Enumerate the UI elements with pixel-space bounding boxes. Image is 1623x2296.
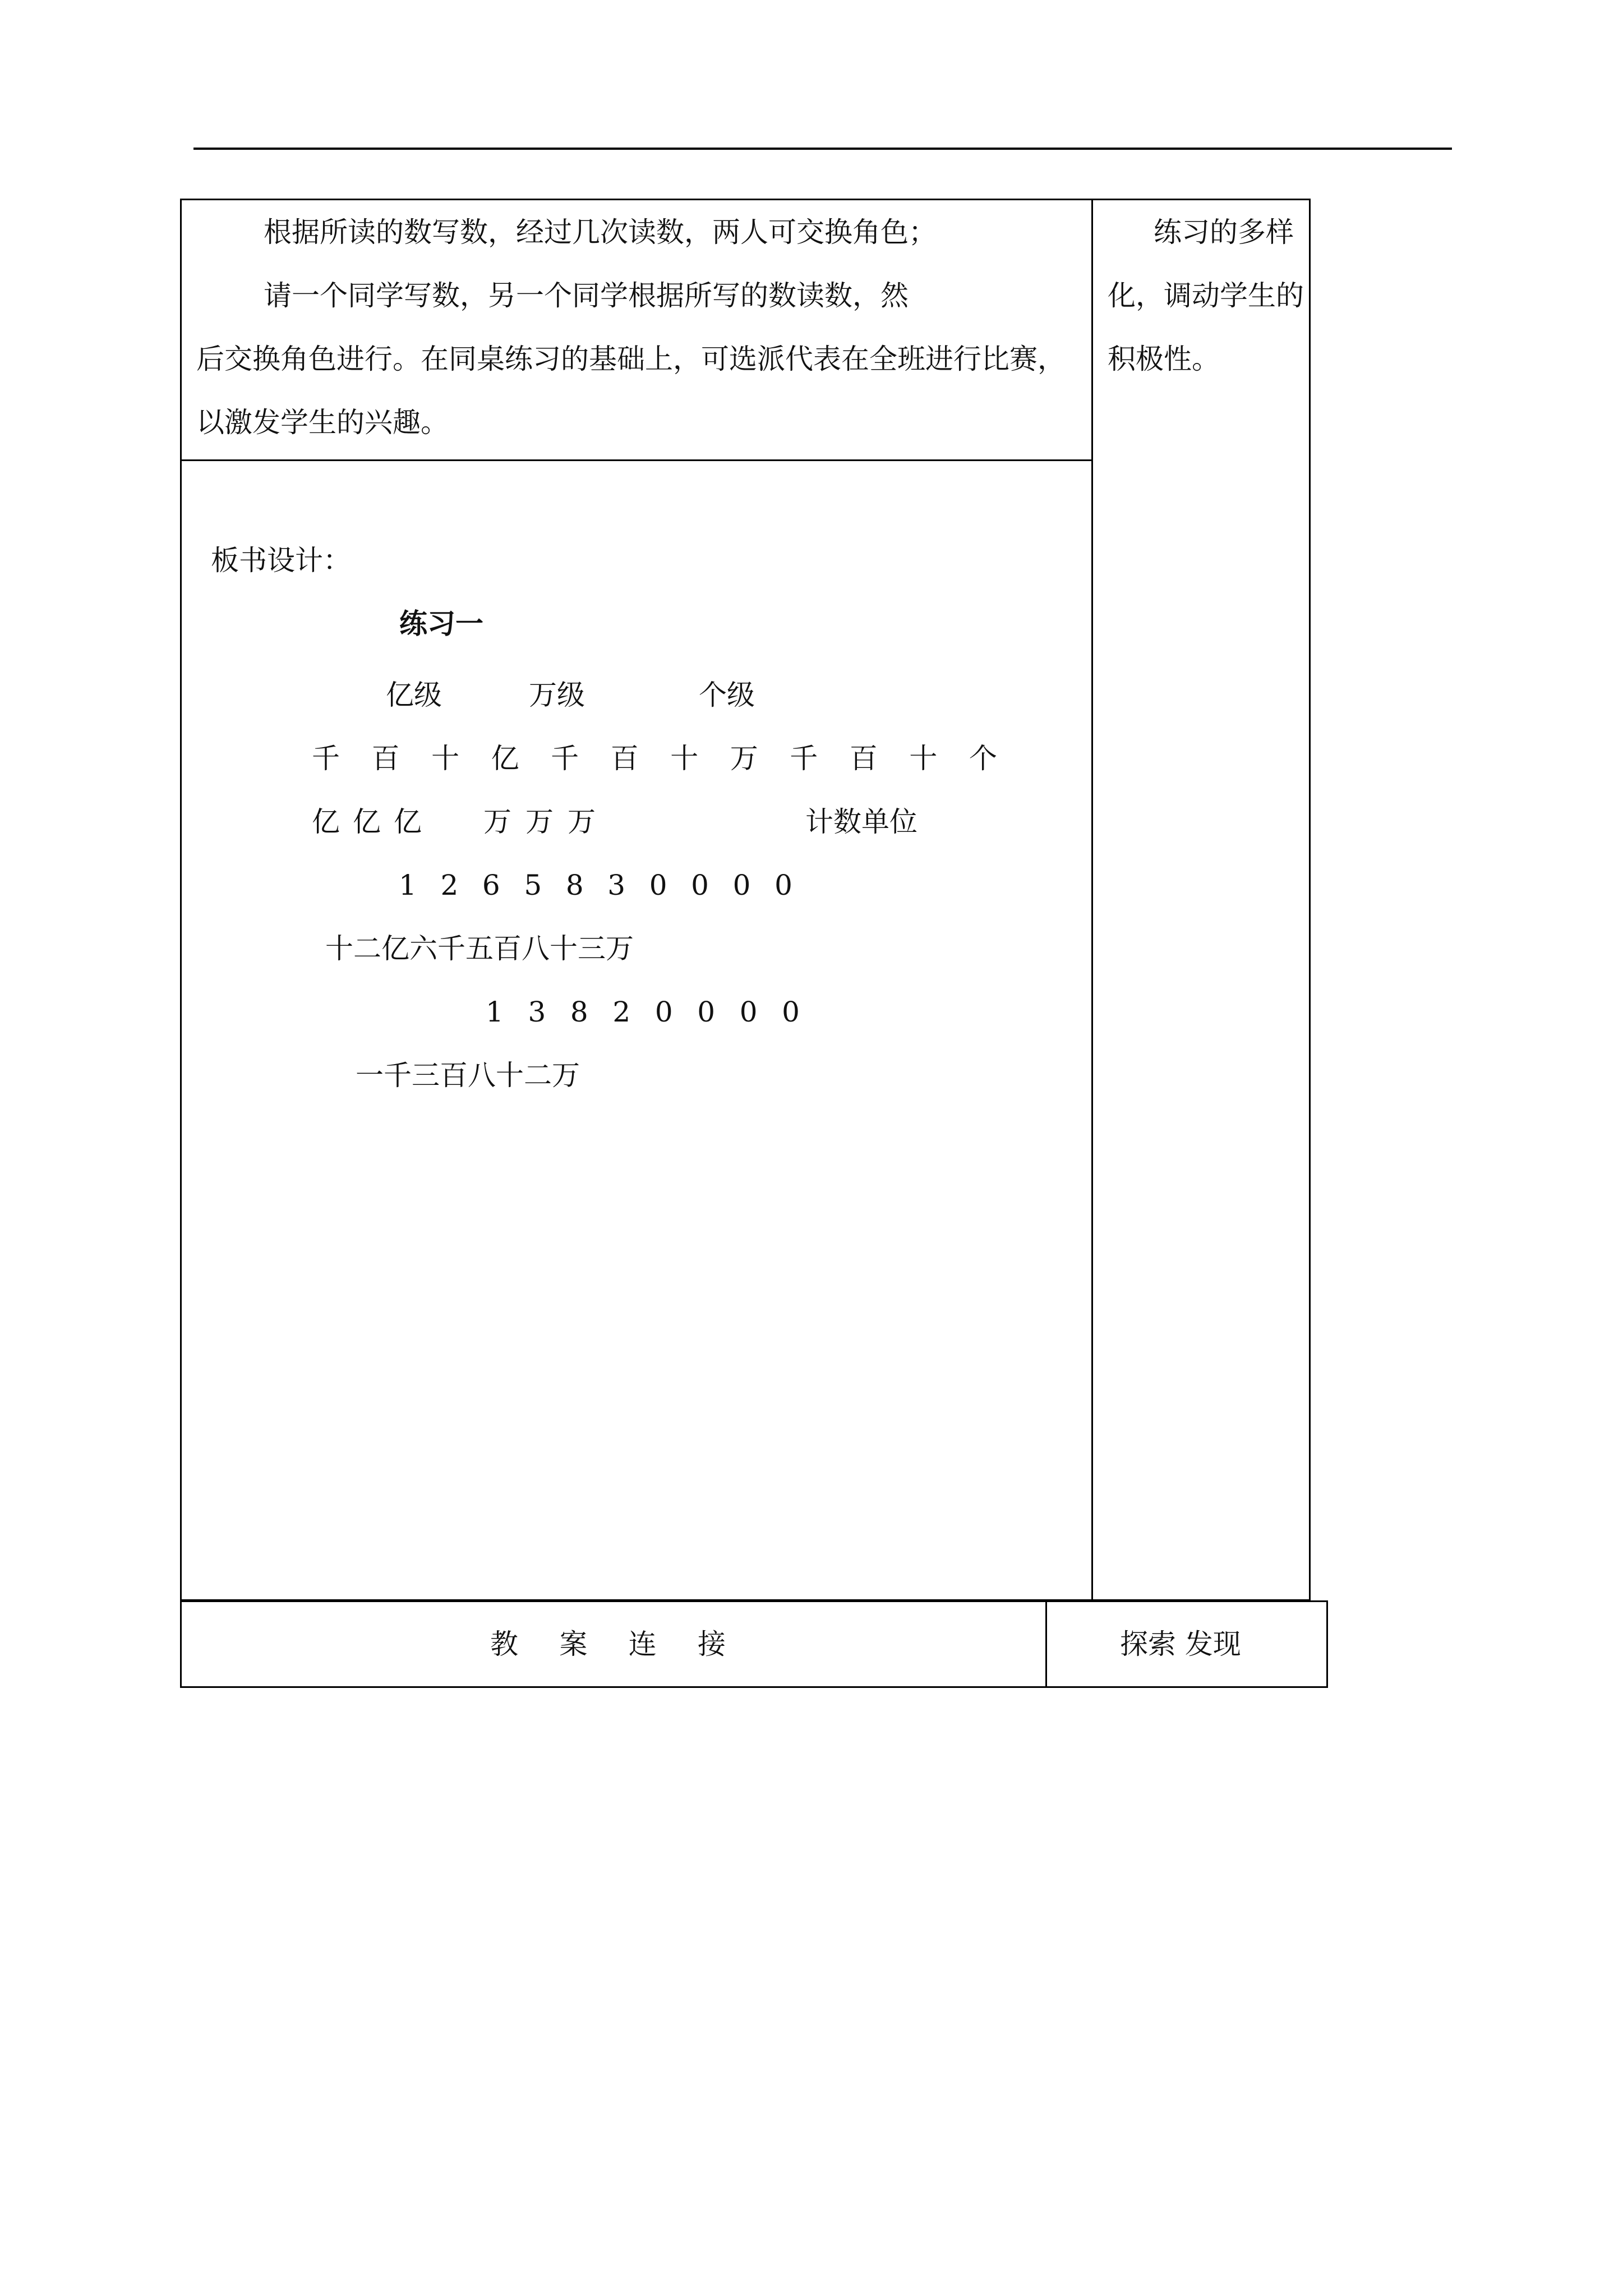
place-value-row-1: [312, 742, 997, 775]
place-name: 十: [431, 742, 460, 775]
digit: 3: [528, 996, 546, 1028]
footer-char: 教: [490, 1628, 518, 1660]
number-2-reading: 一千三百八十二万: [356, 1059, 580, 1092]
number-1-reading: 十二亿六千五百八十三万: [325, 932, 634, 965]
place-name: 个: [969, 742, 997, 775]
level-ten-thousands: 万级: [529, 679, 585, 711]
number-2-digits: [486, 995, 800, 1029]
digit: 0: [654, 996, 673, 1028]
footer-char: 接: [697, 1628, 726, 1660]
digit: 8: [565, 869, 584, 901]
column-divider: [1091, 200, 1093, 1601]
counting-unit-label: 计数单位: [805, 806, 917, 838]
place-name: 亿: [491, 742, 519, 775]
digit: 0: [697, 996, 716, 1028]
place-unit: 万: [483, 806, 511, 838]
place-unit: 亿: [394, 806, 422, 838]
digit: 0: [739, 996, 758, 1028]
place-unit: 万: [525, 806, 554, 838]
design-note-line-2: 化，调动学生的: [1108, 279, 1304, 312]
footer-char: 连: [628, 1628, 657, 1660]
digit: 0: [691, 869, 709, 901]
place-name: 千: [790, 742, 818, 775]
place-name: 万: [730, 742, 758, 775]
digit: 1: [399, 869, 417, 901]
level-ones: 个级: [699, 679, 755, 711]
place-name: 百: [610, 742, 639, 775]
footer-explore-discover: 探索 发现: [1120, 1628, 1241, 1660]
activity-line-1: 根据所读的数写数，经过几次读数，两人可交换角色；: [264, 216, 937, 249]
digit: 2: [440, 869, 459, 901]
digit: 0: [782, 996, 800, 1028]
design-note-line-3: 积极性。: [1108, 343, 1220, 375]
place-name: 十: [909, 742, 938, 775]
place-name: 十: [670, 742, 699, 775]
place-unit: 万: [568, 806, 596, 838]
digit: 0: [732, 869, 751, 901]
place-unit: 亿: [353, 806, 381, 838]
footer-lesson-link: [490, 1627, 726, 1661]
place-name: 百: [371, 742, 400, 775]
place-name: 千: [312, 742, 340, 775]
lesson-table: [180, 199, 1311, 1601]
digit: 0: [774, 869, 792, 901]
place-name: 千: [551, 742, 579, 775]
place-value-row-2-billions: [312, 805, 422, 839]
place-unit: 亿: [312, 806, 340, 838]
board-title: 练习一: [399, 607, 483, 640]
footer-table: [180, 1600, 1328, 1688]
row-divider: [182, 459, 1091, 461]
digit: 1: [486, 996, 504, 1028]
place-value-row-2-ten-thousands: [483, 805, 596, 839]
activity-line-2: 请一个同学写数，另一个同学根据所写的数读数，然: [264, 279, 909, 312]
number-1-digits: [399, 868, 792, 902]
board-design-label: 板书设计：: [211, 544, 351, 577]
digit: 5: [524, 869, 542, 901]
level-billions: 亿级: [386, 679, 442, 711]
footer-divider: [1045, 1602, 1047, 1686]
digit: 8: [570, 996, 588, 1028]
activity-line-3: 后交换角色进行。在同桌练习的基础上，可选派代表在全班进行比赛，: [196, 343, 1066, 375]
digit: 2: [612, 996, 631, 1028]
footer-char: 案: [559, 1628, 588, 1660]
activity-line-4: 以激发学生的兴趣。: [196, 406, 449, 439]
digit: 6: [482, 869, 500, 901]
header-rule: [193, 148, 1452, 150]
digit: 0: [649, 869, 667, 901]
digit: 3: [607, 869, 626, 901]
place-name: 百: [849, 742, 878, 775]
design-note-line-1: 练习的多样: [1154, 216, 1294, 249]
